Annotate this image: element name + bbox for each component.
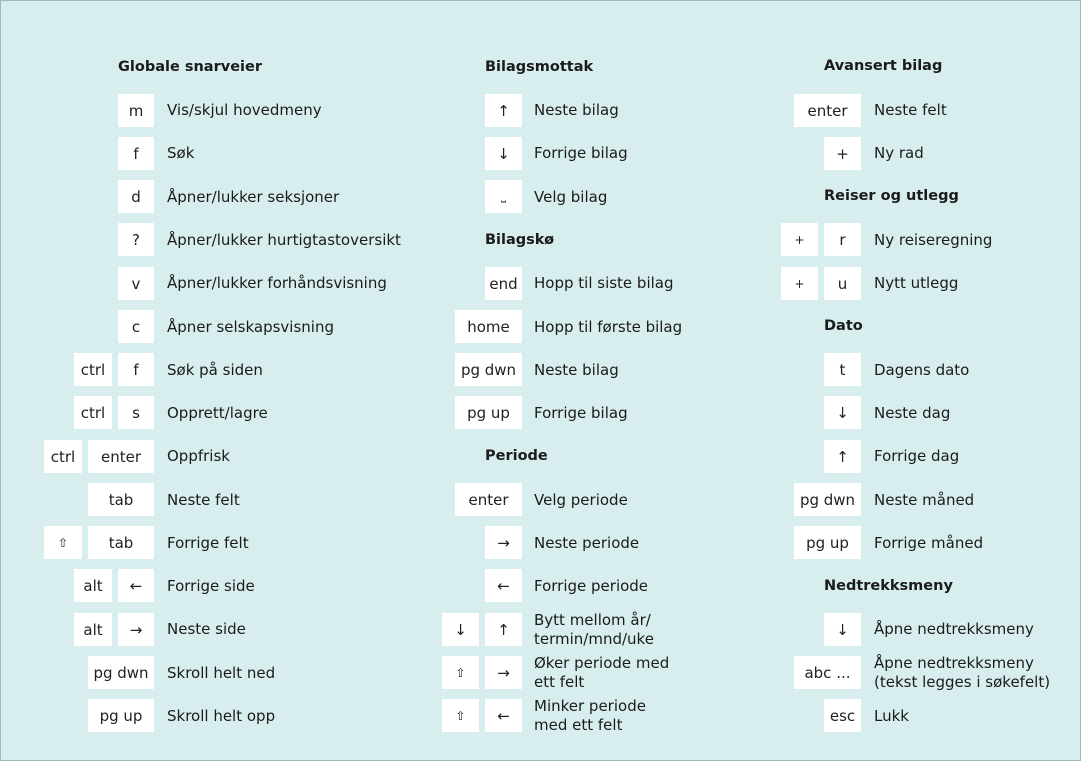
shortcut-label: Neste felt: [167, 491, 240, 509]
key-tab: tab: [88, 526, 154, 559]
shortcut-label: Velg bilag: [534, 188, 608, 206]
shortcut-label: Neste bilag: [534, 361, 619, 379]
key-f: f: [118, 353, 154, 386]
arrow-right-icon: →: [118, 613, 154, 646]
key-ctrl: ctrl: [44, 440, 82, 473]
plus-icon: +: [781, 223, 818, 256]
arrow-up-icon: ↑: [485, 613, 522, 646]
shortcut-label: Søk på siden: [167, 361, 263, 379]
shortcut-label: Forrige periode: [534, 577, 649, 595]
key-enter: enter: [455, 483, 522, 516]
key-tab: tab: [88, 483, 154, 516]
arrow-up-icon: ↑: [485, 94, 522, 127]
section-title-periode: Periode: [485, 448, 548, 464]
key-question: ?: [118, 223, 154, 256]
arrow-right-icon: →: [485, 656, 522, 689]
shortcut-label: Åpne nedtrekksmeny: [874, 620, 1034, 638]
shortcut-label: Forrige dag: [874, 447, 960, 465]
shortcut-label: Åpner/lukker hurtigtastoversikt: [167, 231, 401, 249]
shortcut-label: Neste bilag: [534, 101, 619, 119]
key-ctrl: ctrl: [74, 353, 112, 386]
key-end: end: [485, 267, 522, 300]
shortcut-label: Nytt utlegg: [874, 274, 959, 292]
key-esc: esc: [824, 699, 861, 732]
key-pg-dwn: pg dwn: [455, 353, 522, 386]
shortcut-label: Velg periode: [534, 491, 628, 509]
section-title-avansert-bilag: Avansert bilag: [824, 58, 943, 74]
shortcut-label: Skroll helt opp: [167, 707, 276, 725]
key-alt: alt: [74, 569, 112, 602]
shortcut-label: [874, 654, 1050, 691]
shortcut-label: Opprett/lagre: [167, 404, 268, 422]
shortcut-label: Neste felt: [874, 101, 947, 119]
shortcut-label: Dagens dato: [874, 361, 970, 379]
shortcut-label: Skroll helt ned: [167, 664, 276, 682]
key-alt: alt: [74, 613, 112, 646]
key-v: v: [118, 267, 154, 300]
shortcut-label: Lukk: [874, 707, 909, 725]
key-pg-up: pg up: [794, 526, 861, 559]
key-shift-icon: ⇧: [442, 656, 479, 689]
key-s: s: [118, 396, 154, 429]
key-c: c: [118, 310, 154, 343]
key-u: u: [824, 267, 861, 300]
section-title-bilagsko: Bilagskø: [485, 232, 555, 248]
shortcut-label: Vis/skjul hovedmeny: [167, 101, 322, 119]
shortcut-label: Ny rad: [874, 144, 924, 162]
shortcut-label-line: Åpne nedtrekksmeny: [874, 654, 1034, 672]
section-title-globale-snarveier: Globale snarveier: [118, 59, 262, 75]
section-title-bilagsmottak: Bilagsmottak: [485, 59, 594, 75]
shortcut-label-line: Bytt mellom år/: [534, 611, 651, 629]
shortcut-label-line: ett felt: [534, 672, 585, 691]
key-ctrl: ctrl: [74, 396, 112, 429]
key-pg-up: pg up: [455, 396, 522, 429]
key-d: d: [118, 180, 154, 213]
shortcut-label: Åpner/lukker forhåndsvisning: [167, 274, 387, 292]
arrow-down-icon: ↓: [485, 137, 522, 170]
key-shift-icon: ⇧: [442, 699, 479, 732]
arrow-down-icon: ↓: [824, 613, 861, 646]
plus-icon: +: [824, 137, 861, 170]
shortcut-label: Hopp til første bilag: [534, 318, 683, 336]
key-pg-dwn: pg dwn: [88, 656, 154, 689]
shortcut-label-line: termin/mnd/uke: [534, 629, 654, 648]
arrow-up-icon: ↑: [824, 440, 861, 473]
shortcut-label: [534, 611, 654, 648]
key-t: t: [824, 353, 861, 386]
shortcut-label: [534, 654, 669, 691]
shortcut-label: [534, 697, 646, 734]
shortcut-label-line: Minker periode: [534, 697, 646, 715]
shortcut-label-line: Øker periode med: [534, 654, 670, 672]
key-pg-up: pg up: [88, 699, 154, 732]
arrow-left-icon: ←: [118, 569, 154, 602]
key-m: m: [118, 94, 154, 127]
shortcut-label-line: (tekst legges i søkefelt): [874, 672, 1051, 691]
section-title-dato: Dato: [824, 318, 863, 334]
section-title-nedtrekksmeny: Nedtrekksmeny: [824, 578, 953, 594]
plus-icon: +: [781, 267, 818, 300]
key-pg-dwn: pg dwn: [794, 483, 861, 516]
shortcut-label: Forrige måned: [874, 534, 984, 552]
key-enter: enter: [794, 94, 861, 127]
arrow-left-icon: ←: [485, 699, 522, 732]
shortcut-label: Oppfrisk: [167, 447, 230, 465]
shortcut-label: Åpner/lukker seksjoner: [167, 188, 340, 206]
arrow-down-icon: ↓: [824, 396, 861, 429]
shortcut-label: Neste periode: [534, 534, 640, 552]
space-key-icon: ⎵: [485, 180, 522, 213]
key-r: r: [824, 223, 861, 256]
key-enter: enter: [88, 440, 154, 473]
shortcut-label: Forrige felt: [167, 534, 249, 552]
arrow-left-icon: ←: [485, 569, 522, 602]
key-f: f: [118, 137, 154, 170]
section-title-reiser-og-utlegg: Reiser og utlegg: [824, 188, 959, 204]
key-home: home: [455, 310, 522, 343]
shortcut-label: Hopp til siste bilag: [534, 274, 674, 292]
shortcut-label: Forrige side: [167, 577, 255, 595]
shortcut-label: Ny reiseregning: [874, 231, 993, 249]
shortcut-label: Neste side: [167, 620, 246, 638]
arrow-down-icon: ↓: [442, 613, 479, 646]
shortcut-label: Søk: [167, 144, 195, 162]
key-shift-icon: ⇧: [44, 526, 82, 559]
shortcut-label: Neste dag: [874, 404, 951, 422]
shortcut-label: Forrige bilag: [534, 144, 628, 162]
key-abc-typing: abc ...: [794, 656, 861, 689]
shortcut-label: Åpner selskapsvisning: [167, 318, 334, 336]
shortcut-label-line: med ett felt: [534, 715, 623, 734]
shortcut-label: Forrige bilag: [534, 404, 628, 422]
arrow-right-icon: →: [485, 526, 522, 559]
shortcut-label: Neste måned: [874, 491, 975, 509]
